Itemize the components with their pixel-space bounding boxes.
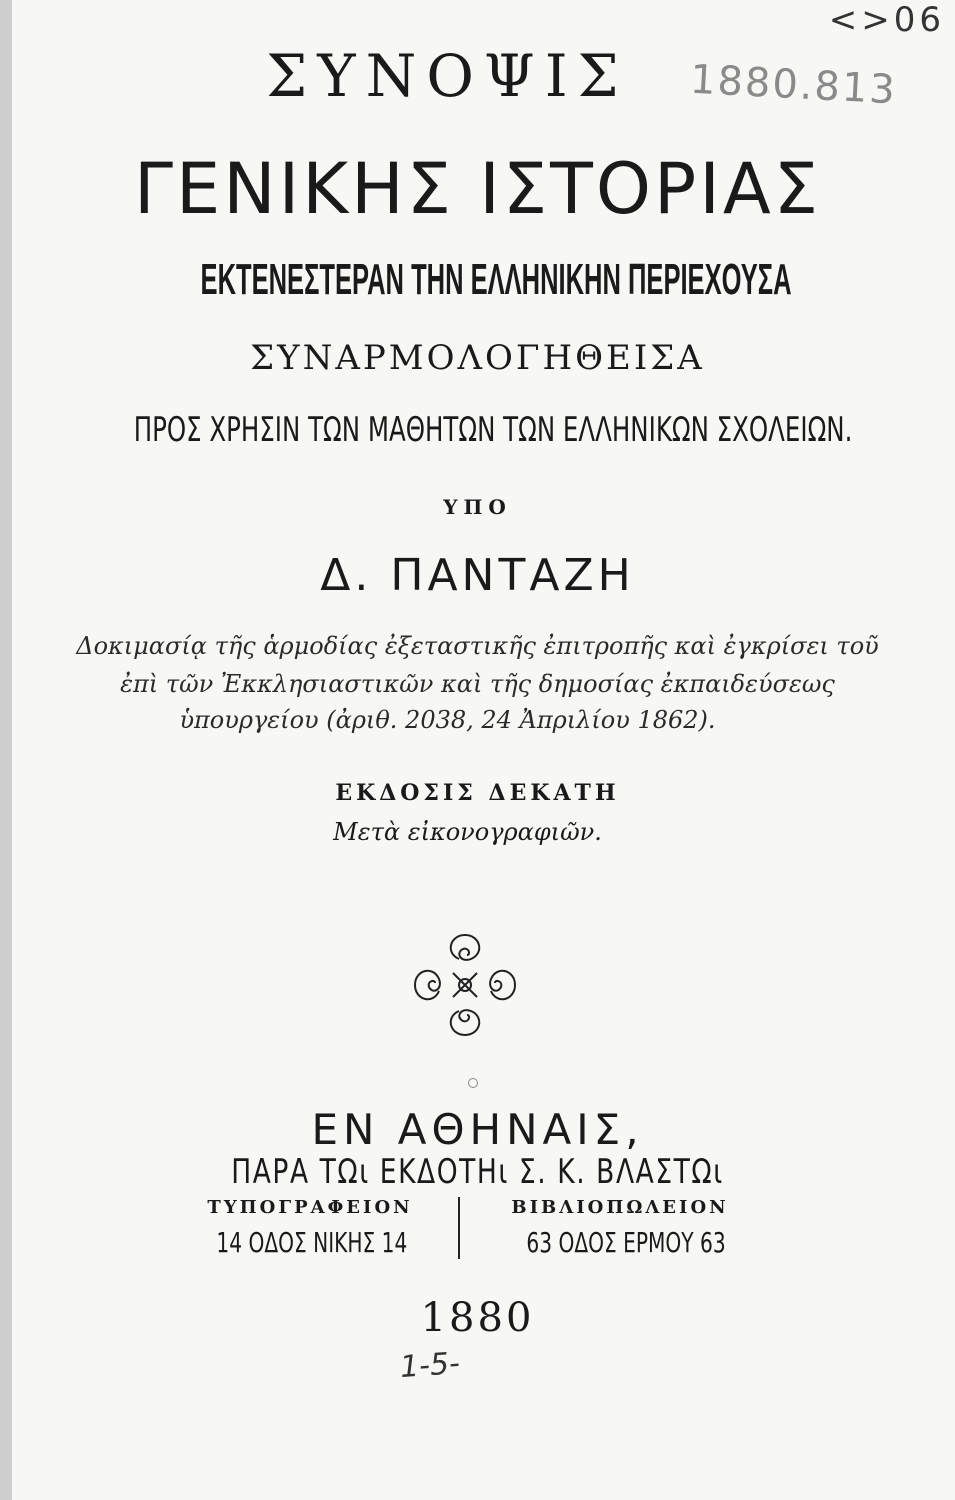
by-label: ΥΠΟ <box>443 495 512 519</box>
approval-line-2: ἐπὶ τῶν Ἐκκλησιαστικῶν καὶ τῆς δημοσίας ἐκπαιδεύσεως <box>120 670 835 698</box>
author-name: Δ. ΠΑΝΤΑΖΗ <box>320 550 635 601</box>
imprint-publisher: ΠΑΡΑ ΤΩι ΕΚΔΟΤΗι Σ. Κ. ΒΛΑΣΤΩι <box>231 1152 724 1192</box>
approval-line-3: ὑπουργείου (ἀριθ. 2038, 24 Ἀπριλίου 1862). <box>179 706 716 734</box>
title-line-1: ΣΥΝΟΨΙΣ <box>266 42 629 110</box>
handwritten-note: 1-5- <box>398 1345 461 1386</box>
subtitle-line-2: ΣΥΝΑΡΜΟΛΟΓΗΘΕΙΣΑ <box>250 338 705 378</box>
approval-line-1: Δοκιμασίᾳ τῆς ἁρμοδίας ἐξεταστικῆς ἐπιτροπῆς καὶ ἐγκρίσει τοῦ <box>76 632 879 660</box>
title-line-2: ΓΕΝΙΚΗΣ ΙΣΤΟΡΙΑΣ <box>134 148 821 230</box>
bookshop-address: 63 ΟΔΟΣ ΕΡΜΟΥ 63 <box>526 1226 726 1259</box>
handwritten-shelfmark: <>06 <box>828 0 945 40</box>
publication-year: 1880 <box>420 1295 535 1341</box>
imprint-printing-office <box>180 1197 440 1259</box>
imprint-divider <box>458 1197 460 1259</box>
subtitle-line-3: ΠΡΟΣ ΧΡΗΣΙΝ ΤΩΝ ΜΑΘΗΤΩΝ ΤΩΝ ΕΛΛΗΝΙΚΩΝ ΣΧΟΛΕΙΩΝ. <box>133 410 853 450</box>
printing-office-address: 14 ΟΔΟΣ ΝΙΚΗΣ 14 <box>216 1226 408 1259</box>
printing-office-label: ΤΥΠΟΓΡΑΦΕΙΟΝ <box>207 1197 413 1218</box>
imprint-place: ΕΝ ΑΘΗΝΑΙΣ, <box>311 1105 644 1154</box>
edition-note: Μετὰ εἰκονογραφιῶν. <box>333 818 602 846</box>
ornament-icon <box>405 925 525 1045</box>
subtitle-line-1: ΕΚΤΕΝΕΣΤΕΡΑΝ ΤΗΝ ΕΛΛΗΝΙΚΗΝ ΠΕΡΙΕΧΟΥΣΑ <box>200 255 792 304</box>
ornament-dot <box>468 1078 478 1088</box>
bookshop-label: ΒΙΒΛΙΟΠΩΛΕΙΟΝ <box>511 1197 729 1218</box>
imprint-bookshop <box>490 1197 750 1259</box>
library-stamp: 1880.813 <box>688 56 898 114</box>
edition-label: ΕΚΔΟΣΙΣ ΔΕΚΑΤΗ <box>335 780 620 806</box>
